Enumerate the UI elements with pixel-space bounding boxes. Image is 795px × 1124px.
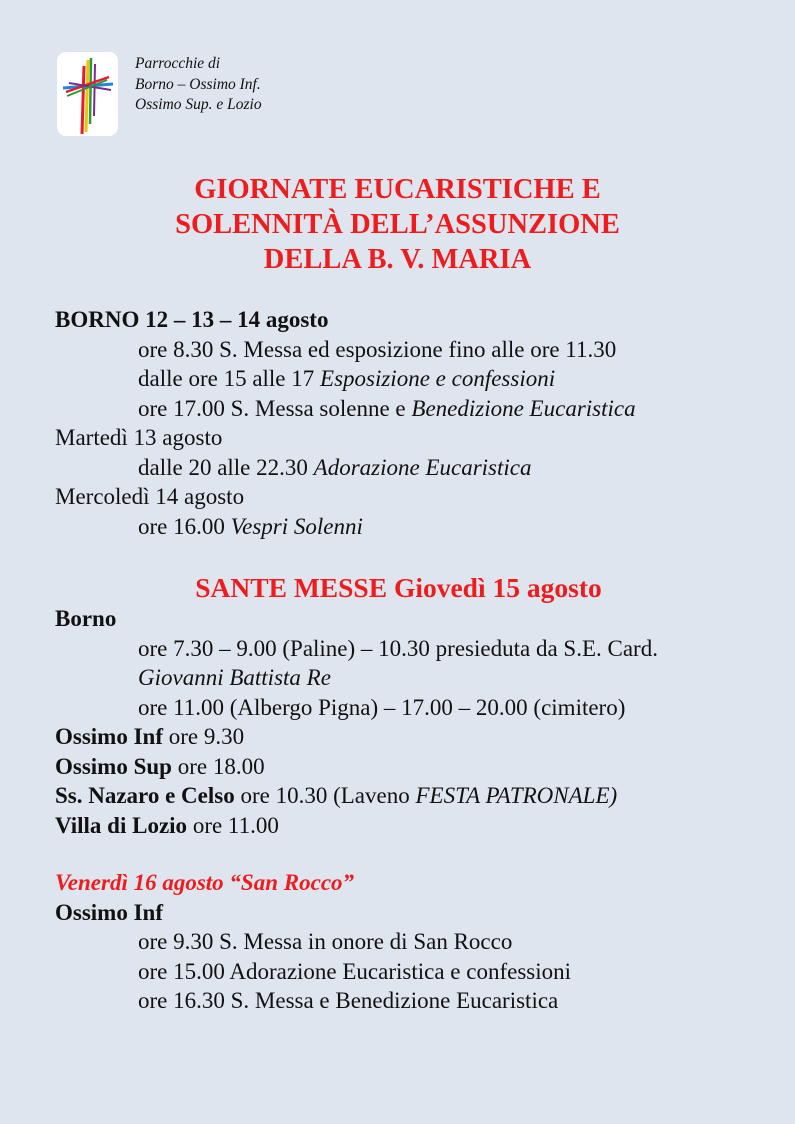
san-rocco-place: Ossimo Inf: [55, 899, 163, 925]
ossimo-sup-line: [55, 752, 775, 782]
villa-line: [55, 811, 775, 841]
ossimo-sup-label: Ossimo Sup: [55, 753, 172, 779]
cross-logo-icon: [57, 52, 118, 136]
san-rocco-line-1: ore 9.30 S. Messa in onore di San Rocco: [138, 929, 513, 954]
schedule-body: [55, 305, 775, 1016]
martedi-line-italic: Adorazione Eucaristica: [313, 454, 532, 480]
mercoledi-line: [55, 512, 775, 542]
villa-time: ore 11.00: [187, 812, 279, 838]
borno-label: Borno: [55, 606, 117, 631]
san-rocco-line-2: ore 15.00 Adorazione Eucaristica e confessioni: [138, 958, 572, 984]
san-rocco-heading: Venerdì 16 agosto “San Rocco”: [55, 870, 355, 895]
mercoledi-line-italic: Vespri Solenni: [230, 513, 363, 539]
san-rocco-line-3: ore 16.30 S. Messa e Benedizione Eucaristica: [138, 988, 559, 1013]
borno-line-3: [55, 394, 775, 424]
document-title: [0, 172, 795, 277]
parish-line-3: Ossimo Sup. e Lozio: [135, 96, 262, 113]
martedi-line: [55, 453, 775, 483]
borno-mass-line-1: ore 7.30 – 9.00 (Paline) – 10.30 presieduta da S.E. Card.: [138, 635, 658, 661]
mercoledi-line-text: ore 16.00: [138, 513, 231, 539]
borno-mass-line-3: ore 11.00 (Albergo Pigna) – 17.00 – 20.00 (cimitero): [138, 694, 626, 720]
borno-mass-line-2: Giovanni Battista Re: [138, 665, 331, 690]
title-line-1: GIORNATE EUCARISTICHE E: [194, 174, 601, 205]
borno-line-3-text: ore 17.00 S. Messa solenne e: [138, 395, 412, 421]
parish-header: [135, 54, 262, 116]
ossimo-sup-time: ore 18.00: [171, 753, 265, 779]
nazaro-festa: FESTA PATRONALE): [415, 783, 618, 808]
ossimo-inf-time: ore 9.30: [163, 724, 245, 749]
title-line-3: DELLA B. V. MARIA: [263, 244, 532, 275]
martedi-line-text: dalle 20 alle 22.30: [138, 454, 314, 480]
borno-line-3-italic: Benedizione Eucaristica: [411, 395, 636, 421]
parish-logo: [57, 52, 118, 136]
sante-messe-heading: SANTE MESSE Giovedì 15 agosto: [195, 572, 602, 603]
villa-label: Villa di Lozio: [55, 812, 188, 838]
borno-line-2-italic: Esposizione e confessioni: [320, 366, 556, 391]
nazaro-line: [55, 781, 775, 811]
mercoledi-heading: Mercoledì 14 agosto: [55, 484, 245, 509]
borno-line-1: ore 8.30 S. Messa ed esposizione fino alle ore 11.30: [138, 336, 617, 362]
borno-line-2: [55, 364, 775, 394]
borno-days-heading: BORNO 12 – 13 – 14 agosto: [55, 307, 329, 332]
borno-line-2-text: dalle ore 15 alle 17: [138, 366, 321, 391]
nazaro-label: Ss. Nazaro e Celso: [55, 783, 235, 808]
parish-line-2: Borno – Ossimo Inf.: [135, 75, 261, 93]
title-line-2: SOLENNITÀ DELL’ASSUNZIONE: [175, 209, 620, 240]
nazaro-time: ore 10.30 (Laveno: [234, 783, 416, 808]
ossimo-inf-line: [55, 722, 775, 752]
martedi-heading: Martedì 13 agosto: [55, 425, 223, 450]
ossimo-inf-label: Ossimo Inf: [55, 724, 163, 749]
parish-line-1: Parrocchie di: [135, 55, 221, 72]
